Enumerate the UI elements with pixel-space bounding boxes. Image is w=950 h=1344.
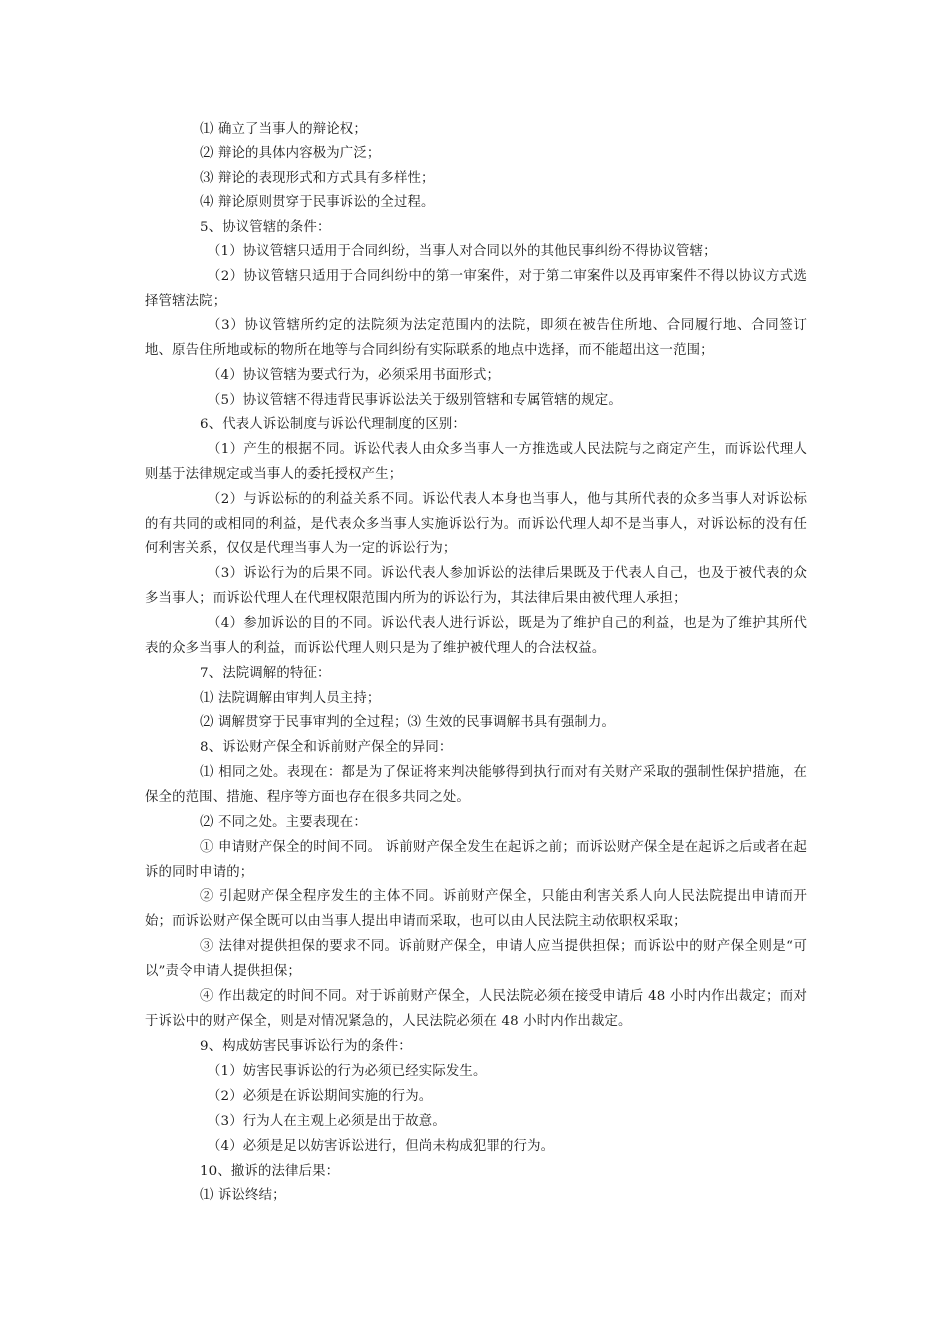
paragraph: ⑷ 辩论原则贯穿于民事诉讼的全过程。 — [200, 195, 435, 210]
paragraph: ⑴ 确立了当事人的辩论权； — [200, 122, 367, 137]
paragraph: （5）协议管辖不得违背民事诉讼法关于级别管辖和专属管辖的规定。 — [207, 393, 622, 408]
paragraph: ④ 作出裁定的时间不同。对于诉前财产保全，人民法院必须在接受申请后 48 小时内作出裁定；而对于诉讼中的财产保全，则是对情况紧急的，人民法院必须在 48 小时内作出裁定。 — [145, 989, 807, 1029]
paragraph: ② 引起财产保全程序发生的主体不同。诉前财产保全，只能由利害关系人向人民法院提出申请而开始；而诉讼财产保全既可以由当事人提出申请而采取，也可以由人民法院主动依职权采取； — [145, 889, 807, 929]
paragraph: （3）协议管辖所约定的法院须为法定范围内的法院，即须在被告住所地、合同履行地、合同签订地、原告住所地或标的物所在地等与合同纠纷有实际联系的地点中选择，而不能超出这一范围； — [145, 318, 807, 358]
paragraph: ⑴ 诉讼终结； — [200, 1188, 286, 1203]
paragraph: （2）必须是在诉讼期间实施的行为。 — [207, 1089, 433, 1104]
paragraph: ③ 法律对提供担保的要求不同。诉前财产保全，申请人应当提供担保；而诉讼中的财产保全则是“可以”责令申请人提供担保； — [145, 939, 807, 979]
paragraph: （2）与诉讼标的的利益关系不同。诉讼代表人本身也当事人，他与其所代表的众多当事人对诉讼标的有共同的或相同的利益，是代表众多当事人实施诉讼行为。而诉讼代理人却不是当事人，对诉讼标的没有任何利害关系，仅仅是代理当事人为一定的诉讼行为； — [145, 492, 807, 556]
paragraph: （3）行为人在主观上必须是出于故意。 — [207, 1114, 446, 1129]
paragraph: （1）协议管辖只适用于合同纠纷，当事人对合同以外的其他民事纠纷不得协议管辖； — [207, 244, 717, 259]
paragraph: （4）必须是足以妨害诉讼进行，但尚未构成犯罪的行为。 — [207, 1139, 555, 1154]
paragraph: （2）协议管辖只适用于合同纠纷中的第一审案件，对于第二审案件以及再审案件不得以协议方式选择管辖法院； — [145, 269, 807, 309]
paragraph: ⑵ 不同之处。主要表现在： — [200, 815, 367, 830]
paragraph: ① 申请财产保全的时间不同。 诉前财产保全发生在起诉之前；而诉讼财产保全是在起诉之后或者在起诉的同时申请的； — [145, 840, 807, 880]
section-heading: 8、诉讼财产保全和诉前财产保全的异同： — [200, 740, 453, 755]
paragraph: （3）诉讼行为的后果不同。诉讼代表人参加诉讼的法律后果既及于代表人自己，也及于被代表的众多当事人；而诉讼代理人在代理权限范围内所为的诉讼行为，其法律后果由被代理人承担； — [145, 566, 807, 606]
section-heading: 7、法院调解的特征： — [200, 666, 331, 681]
paragraph: ⑶ 辩论的表现形式和方式具有多样性； — [200, 171, 435, 186]
paragraph: （4）参加诉讼的目的不同。诉讼代表人进行诉讼，既是为了维护自己的利益，也是为了维护其所代表的众多当事人的利益，而诉讼代理人则只是为了维护被代理人的合法权益。 — [145, 616, 807, 656]
paragraph: （1）妨害民事诉讼的行为必须已经实际发生。 — [207, 1064, 487, 1079]
section-heading: 10、撤诉的法律后果： — [200, 1164, 340, 1179]
paragraph: ⑵ 调解贯穿于民事审判的全过程；⑶ 生效的民事调解书具有强制力。 — [200, 715, 616, 730]
section-heading: 5、协议管辖的条件： — [200, 220, 331, 235]
section-heading: 6、代表人诉讼制度与诉讼代理制度的区别： — [200, 417, 466, 432]
paragraph: ⑴ 法院调解由审判人员主持； — [200, 691, 381, 706]
paragraph: ⑵ 辩论的具体内容极为广泛； — [200, 146, 381, 161]
paragraph: （1）产生的根据不同。诉讼代表人由众多当事人一方推选或人民法院与之商定产生，而诉讼代理人则基于法律规定或当事人的委托授权产生； — [145, 442, 807, 482]
section-heading: 9、构成妨害民事诉讼行为的条件： — [200, 1039, 412, 1054]
paragraph: ⑴ 相同之处。表现在：都是为了保证将来判决能够得到执行而对有关财产采取的强制性保护措施，在保全的范围、措施、程序等方面也存在很多共同之处。 — [145, 765, 807, 805]
paragraph: （4）协议管辖为要式行为，必须采用书面形式； — [207, 368, 501, 383]
